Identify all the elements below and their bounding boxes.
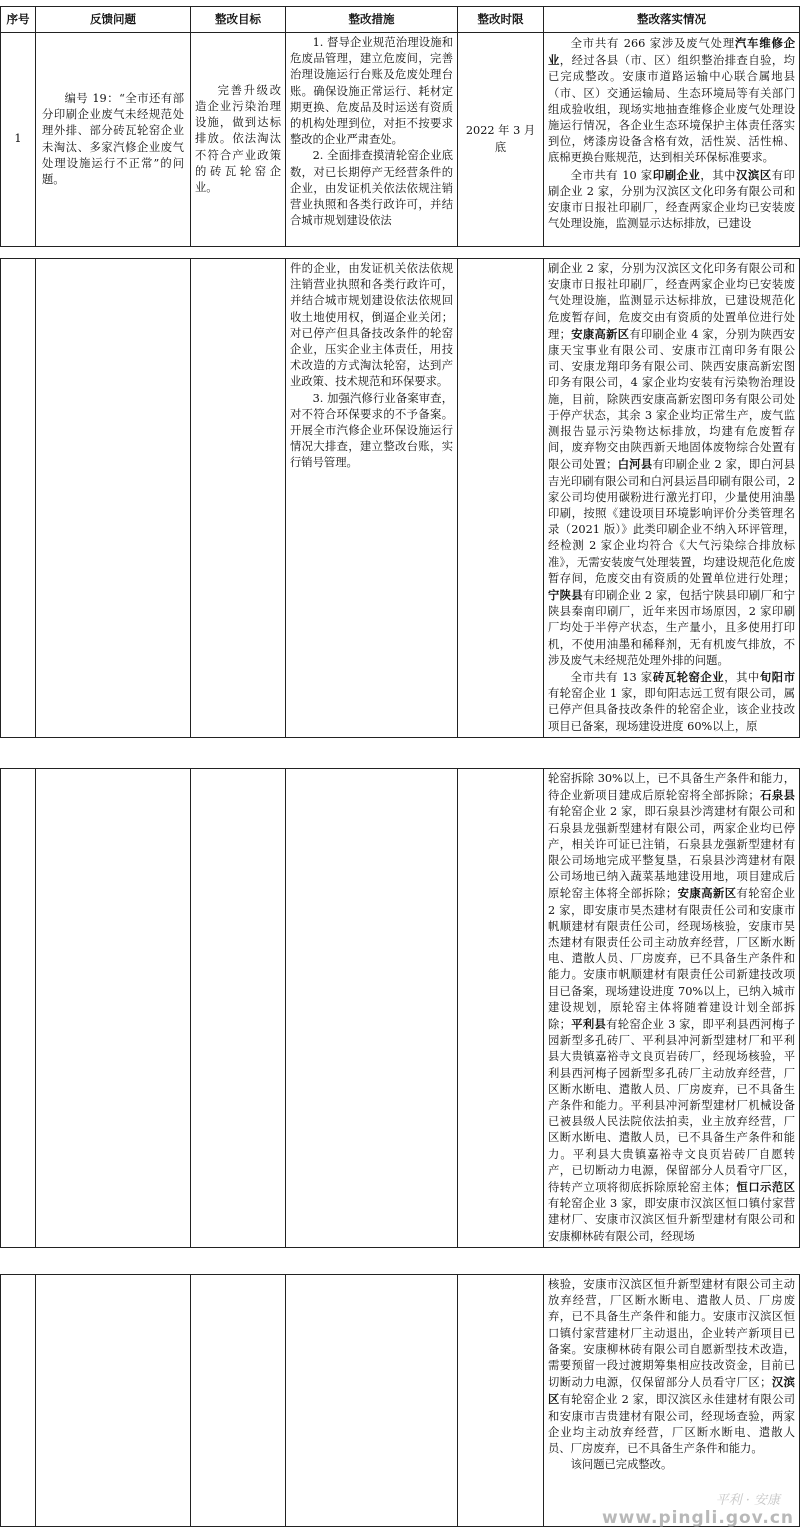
header-deadline: 整改时限 xyxy=(458,7,544,33)
result-printing: 全市共有 10 家印刷企业，其中汉滨区有印刷企业 2 家，分别为汉滨区文化印务有限公司和安康市日报社印刷厂，经查两家企业均已安装废气处理设施，监测显示达标排放，已建设 xyxy=(548,167,795,231)
result-printing-cont: 刷企业 2 家，分别为汉滨区文化印务有限公司和安康市日报社印刷厂，经查两家企业均已安装废气处理设施，监测显示达标排放，已建设规范化危废暂存间，危废交由有资质的处置单位进行处理；安康高新区有印刷企业 4 家，分别为陕西安康天宝事业有限公司、安康市江南印务有限公司、安康龙翔印务有限公司、陕西安康高新宏图印务有限公司，4 家企业均安装有污染物治理设施，目前，除陕西安康高新宏图印务有限公司处于停产状态，其余 3 家企业均正常生产，废气监测报告显示污染物达标排放，均建有危废暂存间，废弃物交由陕西新天地固体废物综合处置有限公司处置；白河县有印刷企业 2 家，即白河县吉光印刷有限公司和白河县运昌印刷有限公司，2 家公司均使用碳粉进行激光打印，少量使用油墨印刷，按照《建设项目环境影响评价分类管理名录（2021 版）》此类印刷企业不纳入环评管理，经检测 2 家企业均符合《大气污染综合排放标准》，无需安装废气处理装置，均建设规范化危废暂存间，危废交由有资质的处置单位进行处理；宁陕县有印刷企业 2 家，包括宁陕县印刷厂和宁陕县秦南印刷厂，近年来因市场原因，2 家印刷厂均处于半停产状态，生产量小，且多使用打印机，不使用油墨和稀释剂，无有机废气排放，不涉及废气未经规范处理外排的问题。 xyxy=(548,262,795,667)
table-header-row xyxy=(1,7,800,33)
row-issue-text: 编号 19：“全市还有部分印刷企业废气未经规范处理外排、部分砖瓦轮窑企业未淘汰、多家汽修企业废气处理设施运行不正常”的问题。 xyxy=(42,91,184,186)
row-result xyxy=(544,33,800,247)
row-issue xyxy=(36,33,191,247)
header-result: 整改落实情况 xyxy=(544,7,800,33)
rectification-table-page-2 xyxy=(0,258,800,738)
page-3 xyxy=(0,768,800,1248)
page-4 xyxy=(0,1274,800,1527)
measures-cont: 件的企业，由发证机关依法依规注销营业执照和各类行政许可，并结合城市规划建设依法依规回收土地使用权，倒逼企业关闭；对已停产但具备技改条件的轮窑企业，压实企业主体责任，用技术改造的方式淘汰轮窑，达到产业政策、技术规范和环保要求。 xyxy=(290,262,453,389)
result-conclusion: 该问题已完成整改。 xyxy=(570,1458,673,1472)
row-goal xyxy=(191,33,286,247)
table-row xyxy=(1,1275,800,1527)
rectification-table-page-4 xyxy=(0,1274,800,1527)
row-goal-text: 完善升级改造企业污染治理设施，做到达标排放。依法淘汰不符合产业政策的砖瓦轮窑企业。 xyxy=(195,83,281,194)
watermark-url: www.pingli.gov.cn xyxy=(601,1508,794,1528)
result-auto-repair: 全市共有 266 家涉及废气处理汽车维修企业，经过各县（市、区）组织整治排查自验，均已完成整改。安康市道路运输中心联合属地县（市、区）交通运输局、生态环境局等有关部门组成验收组，现场实地抽查维修企业废气处理设施运行情况，各企业生态环境保护主体责任落实到位，烤漆房设备含格有效，活性炭、活性棉、底棉更换台账规范，达到相关环保标准要求。 xyxy=(548,36,795,165)
rectification-table-page-3 xyxy=(0,768,800,1248)
header-measures: 整改措施 xyxy=(286,7,458,33)
row-no: 1 xyxy=(1,33,36,247)
result-kiln-final: 核验，安康市汉滨区恒升新型建材有限公司主动放弃经营，厂区断水断电、遣散人员、厂房废弃，已不具备生产条件和能力。安康市汉滨区恒口镇付家营建材厂主动退出，企业转产新项目已备案。安康柳林砖有限公司自愿新型技术改造，需要预留一段过渡期筹集相应技改资金，目前已切断动力电源，仅保留部分人员看守厂区；汉滨区有轮窑企业 2 家，即汉滨区永佳建材有限公司和安康市吉贵建材有限公司，经现场查验，两家企业均主动放弃经营，厂区断水断电、遣散人员、厂房废弃，已不具备生产条件和能力。 xyxy=(548,1278,795,1456)
table-row xyxy=(1,259,800,738)
row-result xyxy=(544,259,800,738)
row-deadline: 2022 年 3 月底 xyxy=(458,33,544,247)
page-1 xyxy=(0,6,800,247)
header-no: 序号 xyxy=(1,7,36,33)
row-result xyxy=(544,769,800,1248)
measures-p2: 2. 全面排查摸清轮窑企业底数，对已长期停产无经营条件的企业，由发证机关依法依规注销营业执照和各类行政许可，并结合城市规划建设依法 xyxy=(290,149,453,228)
header-goal: 整改目标 xyxy=(191,7,286,33)
measures-p1: 1. 督导企业规范治理设施和危废品管理，建立危废间，完善治理设施运行台账及危废处理台账。确保设施正常运行、耗材定期更换、危废品及时运送有资质的机构处理到位，对拒不按要求整改的企业严肃查处。 xyxy=(290,36,453,147)
row-measures xyxy=(286,33,458,247)
watermark-logo: 平利 · 安康 xyxy=(715,1493,780,1508)
result-kiln-cont: 轮窑拆除 30%以上，已不具备生产条件和能力，待企业新项目建成后原轮窑将全部拆除；石泉县有轮窑企业 2 家，即石泉县沙湾建材有限公司和石泉县龙强新型建材有限公司，两家企业均已停产，相关许可证已注销，石泉县龙强新型建材有限公司场地完成平整复垦，石泉县沙湾建材有限公司场地已纳入蔬菜基地建设用地，项目建成后原轮窑主体将全部拆除；安康高新区有轮窑企业 2 家，即安康市昊杰建材有限责任公司和安康市帆顺建材有限责任公司，经现场核验，安康市昊杰建材有限责任公司主动放弃经营，厂区断水断电、遣散人员、厂房废弃，已不具备生产条件和能力。安康市帆顺建材有限责任公司新建技改项目已备案，现场建设进度 70%以上，已纳入城市建设规划，原轮窑主体将随着建设计划全部拆除；平利县有轮窑企业 3 家，即平利县西河梅子园新型多孔砖厂、平利县冲河新型建材厂和平利县大贵镇嘉裕寺文良页岩砖厂，经现场核验，平利县西河梅子园新型多孔砖厂主动放弃经营，厂区断水断电、遣散人员、厂房废弃，已不具备生产条件和能力。平利县冲河新型建材厂机械设备已被县级人民法院依法拍卖，业主放弃经营，厂区断水断电、遣散人员，已不具备生产条件和能力。平利县大贵镇嘉裕寺文良页岩砖厂自愿转产，已切断动力电源，保留部分人员看守厂区，待转产立项将彻底拆除原轮窑主体；恒口示范区有轮窑企业 3 家，即安康市汉滨区恒口镇付家营建材厂、安康市汉滨区恒升新型建材有限公司和安康柳林砖有限公司，经现场 xyxy=(548,772,795,1243)
header-issue: 反馈问题 xyxy=(36,7,191,33)
rectification-table-page-1 xyxy=(0,6,800,247)
page-2 xyxy=(0,258,800,738)
table-row xyxy=(1,769,800,1248)
row-measures xyxy=(286,259,458,738)
result-kiln: 全市共有 13 家砖瓦轮窑企业，其中旬阳市有轮窑企业 1 家，即旬阳志远工贸有限公司，属已停产但具备技改条件的轮窑企业，该企业技改项目已备案，现场建设进度 60%以上，原 xyxy=(548,670,795,733)
table-row xyxy=(1,33,800,247)
measures-p3: 3. 加强汽修行业备案审查，对不符合环保要求的不予备案。开展全市汽修企业环保设施运行情况大排查，建立整改台账，实行销号管理。 xyxy=(290,391,453,470)
